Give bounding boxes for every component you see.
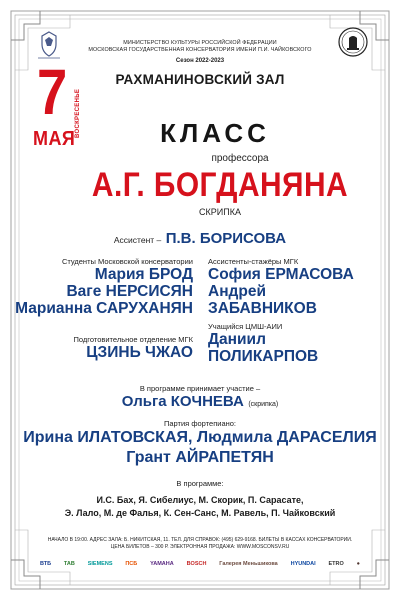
sponsor-logo: ВТБ [40,561,52,567]
hall-name: РАХМАНИНОВСКИЙ ЗАЛ [115,72,285,87]
trainees-block [208,257,354,317]
school-name: Даниил [208,331,266,348]
sponsor-logo: SIEMENS [87,561,113,567]
event-info-footer [20,537,380,551]
event-weekday: ВОСКРЕСЕНЬЕ [75,88,81,138]
school-label: Учащийся ЦМШ-АИИ [208,322,283,331]
class-title: КЛАСС [160,118,270,148]
piano-label: Партия фортепиано: [163,419,237,428]
student-name: Мария БРОД [94,266,193,283]
program-label: В программе: [176,479,224,488]
prep-name: ЦЗИНЬ ЧЖАО [86,344,193,361]
instrument-label: СКРИПКА [199,207,241,217]
sponsor-logo: ETRO [328,561,344,567]
prep-block [74,335,193,361]
student-name: Марианна САРУХАНЯН [15,300,193,317]
piano-block [20,419,380,468]
event-month: МАЯ [33,128,76,150]
sponsor-logo: Галерея Меньшикова [219,561,278,567]
sponsor-logo: ● [356,561,360,567]
professor-label: профессора [211,153,269,164]
school-block [208,322,318,365]
students-label: Студенты Московской консерватории [61,257,193,266]
composers-line: И.С. Бах, Я. Сибелиус, М. Скорик, П. Сарасате, [96,495,304,505]
participant-instrument: (скрипка) [248,401,279,408]
sponsor-logo: BOSCH [186,561,207,567]
ministry-line: МИНИСТЕРСТВО КУЛЬТУРЫ РОССИЙСКОЙ ФЕДЕРАЦИИ [123,40,277,46]
conservatory-line: МОСКОВСКАЯ ГОСУДАРСТВЕННАЯ КОНСЕРВАТОРИЯ ИМЕНИ П.И. ЧАЙКОВСКОГО [88,47,312,53]
program-block [20,479,380,520]
event-day: 7 [37,56,68,128]
sponsor-logos [40,561,360,567]
trainees-label: Ассистенты-стажёры МГК [208,257,299,266]
sponsor-logo: YAMAHA [150,561,174,567]
student-name: Ваге НЕРСИСЯН [66,283,193,300]
footer-line: ЦЕНА БИЛЕТОВ – 300 Р. ЭЛЕКТРОННАЯ ПРОДАЖА: WWW.MOSCONSV.RU [110,544,290,550]
season-label: Сезон 2022-2023 [175,58,225,64]
footer-line: НАЧАЛО В 19:00. АДРЕС ЗАЛА: Б. НИКИТСКАЯ, 11. ТЕЛ. ДЛЯ СПРАВОК: (495) 629-9168. БИЛЕТЫ В КАССАХ КОНСЕРВАТОРИИ. [47,537,353,543]
assistant-line [40,230,360,248]
sponsor-logo: ТАВ [63,561,75,567]
sponsor-logo: ПСБ [125,561,138,567]
participation-block [20,384,380,411]
trainee-name: Андрей [208,283,267,300]
trainee-name: ЗАБАВНИКОВ [208,300,317,317]
conservatory-emblem-icon [337,26,369,58]
composers-line: Э. Лало, М. де Фалья, К. Сен-Санс, М. Равель, П. Чайковский [64,508,336,518]
sponsor-logo: HYUNDAI [290,561,316,567]
assistant-name: П.В. БОРИСОВА [165,230,287,247]
assistant-label: Ассистент – [113,235,162,245]
prep-label: Подготовительное отделение МГК [73,335,193,344]
pianist-names: Ирина ИЛАТОВСКАЯ, Людмила ДАРАСЕЛИЯ [23,429,377,446]
trainee-name: София ЕРМАСОВА [208,266,354,283]
school-name: ПОЛИКАРПОВ [208,348,319,365]
professor-name: А.Г. БОГДАНЯНА [91,166,349,204]
students-block [15,257,193,317]
participant-name: Ольга КОЧНЕВА [121,393,244,410]
pianist-names: Грант АЙРАПЕТЯН [126,449,274,466]
participation-label: В программе принимает участие – [139,384,261,393]
